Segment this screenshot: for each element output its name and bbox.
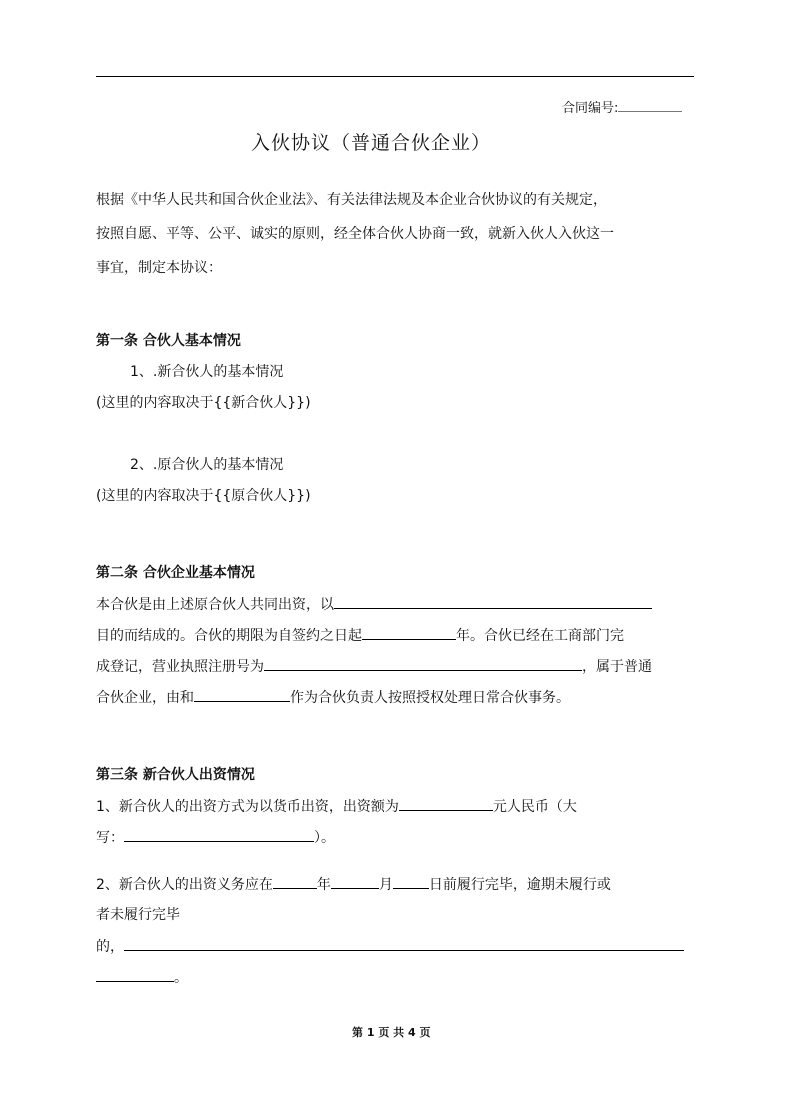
contract-number-blank[interactable] (618, 98, 682, 112)
article2-l3-text-a: 成登记，营业执照注册号为 (96, 659, 264, 675)
article3-p1-text-a: 1、新合伙人的出资方式为以货币出资，出资额为 (96, 799, 399, 815)
term-years-blank[interactable] (362, 625, 456, 640)
article3-p2-year-label: 年 (316, 877, 331, 893)
default-consequence-blank[interactable] (124, 936, 684, 951)
article2-l1-text: 本合伙是由上述原合伙人共同出资，以 (96, 597, 334, 613)
article3-heading: 第三条 新合伙人出资情况 (96, 767, 255, 783)
managing-partner-blank[interactable] (194, 687, 290, 702)
article3-p2-line-1 (96, 874, 611, 895)
article2-line-4 (96, 687, 570, 708)
article1-item1-label: 1、.新合伙人的基本情况 (130, 364, 284, 380)
article1-item2-note: (这里的内容取决于{{原合伙人}}) (96, 488, 311, 504)
article2-line-3 (96, 656, 652, 677)
article2-heading: 第二条 合伙企业基本情况 (96, 565, 255, 581)
article2-line-2 (96, 625, 624, 646)
article1-item1-note: (这里的内容取决于{{新合伙人}}) (96, 395, 311, 411)
article3-p1-text-c: 写： (96, 830, 124, 846)
document-title: 入伙协议（普通合伙企业） (251, 132, 492, 154)
article3-p2-line-3 (96, 936, 684, 957)
article2-l3-text-b: ，属于普通 (582, 659, 652, 675)
article2-line-1 (96, 594, 652, 615)
top-rule (96, 76, 694, 77)
deadline-year-blank[interactable] (273, 874, 317, 889)
article3-p2-text-d: 的， (96, 939, 124, 955)
article2-l4-text-a: 合伙企业，由和 (96, 690, 194, 706)
article3-p2-text-a: 2、新合伙人的出资义务应在 (96, 877, 273, 893)
intro-line-3: 事宜，制定本协议： (96, 260, 222, 276)
article3-p2-end: 。 (174, 970, 188, 986)
deadline-day-blank[interactable] (393, 874, 429, 889)
license-number-blank[interactable] (264, 656, 582, 671)
article3-p1-line-1 (96, 796, 577, 817)
article3-p1-text-b: 元人民币（大 (492, 799, 577, 815)
default-consequence-blank-cont[interactable] (96, 967, 174, 982)
article2-l2-text-b: 年。合伙已经在工商部门完 (456, 628, 624, 644)
article2-l4-text-b: 作为合伙负责人按照授权处理日常合伙事务。 (290, 690, 570, 706)
article3-p2-line-4 (96, 967, 188, 988)
article2-l2-text-a: 目的而结成的。合伙的期限为自签约之日起 (96, 628, 362, 644)
article3-p2-line-2: 者未履行完毕 (96, 907, 180, 923)
contract-number (562, 98, 682, 118)
article3-p2-month-label: 月 (378, 877, 393, 893)
article1-heading: 第一条 合伙人基本情况 (96, 333, 241, 349)
article3-p2-text-b: 日前履行完毕，逾期未履行或 (428, 877, 611, 893)
intro-line-1: 根据《中华人民共和国合伙企业法》、有关法律法规及本企业合伙协议的有关规定， (96, 192, 607, 208)
article3-p1-text-d: ）。 (314, 830, 335, 846)
page-footer: 第 1 页 共 4 页 (352, 1026, 431, 1039)
contract-number-label: 合同编号: (562, 101, 619, 116)
intro-line-2: 按照自愿、平等、公平、诚实的原则，经全体合伙人协商一致，就新入伙人入伙这一 (96, 226, 614, 242)
contribution-amount-blank[interactable] (399, 796, 493, 811)
article1-item2-label: 2、.原合伙人的基本情况 (130, 457, 284, 473)
article3-p1-line-2 (96, 827, 335, 848)
deadline-month-blank[interactable] (331, 874, 379, 889)
amount-in-words-blank[interactable] (124, 827, 314, 842)
purpose-blank[interactable] (334, 594, 652, 609)
